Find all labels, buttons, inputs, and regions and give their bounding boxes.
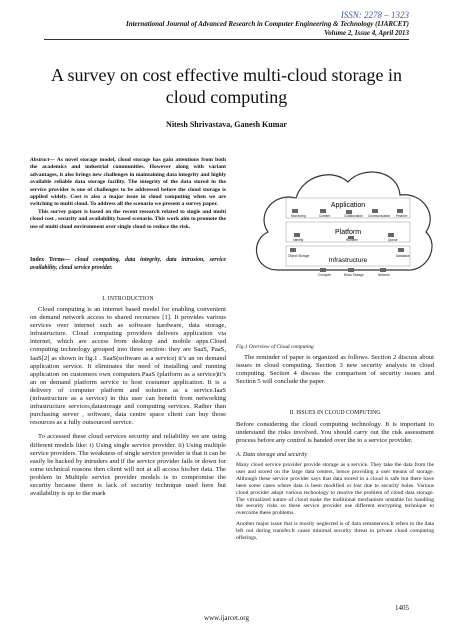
communication-icon bbox=[372, 209, 378, 213]
identity-icon bbox=[294, 233, 300, 237]
abstract-paragraph-1: As novel storage model, cloud storage has gain attentions from both the academics and industrial communities. However along with variant advantages, it also brings new challenges in maintaining data integrity and highly available reliable data storage facility. The integrity of the data stored in the service provider is one of challenges to be addressed before the cloud storage is applied widely. Cost is also a major issue in cloud computing when we are switching to multi cloud. To address all the scenario we present a survey paper. bbox=[30, 157, 226, 208]
item-object-storage: Object Storage bbox=[288, 254, 310, 258]
section-1-body bbox=[30, 306, 226, 498]
section-2-intro bbox=[236, 421, 434, 445]
title-line-1: A survey on cost effective multi-cloud storage in bbox=[50, 65, 403, 85]
volume-info: Volume 2, Issue 4, April 2013 bbox=[324, 29, 409, 37]
application-label: Application bbox=[330, 202, 366, 209]
paper-authors: Nitesh Shrivastava, Ganesh Kumar bbox=[166, 120, 287, 129]
figure-caption: Fig.1 Overview of Cloud computing bbox=[236, 344, 314, 350]
infrastructure-label: Infrastructure bbox=[328, 257, 368, 264]
platform-label: Platform bbox=[334, 229, 362, 236]
item-finance: Finance bbox=[396, 214, 408, 218]
organization-paragraph: The reminder of paper is organized as follows. Section 2 discuss about issues in cloud computing. Section 3 new security analysis in cloud computing. Section 4 discuss the comparison of security issues and Section 5 will conclude the paper. bbox=[236, 354, 434, 386]
abstract-paragraph-2: This survey paper is based on the recent research related to single and multi cloud cost , security and availability based scenario. This work aim to promote the use of multi cloud environment over single cloud to reduce the risk. bbox=[30, 208, 226, 230]
footer-url: www.ijarcet.org bbox=[204, 614, 249, 622]
section-2-paragraph-3: Another major issue that is mostly neglected is of data remanences.It refers to the data left out during transfer.It cause minimal security threat in private cloud computing offerings, bbox=[236, 521, 434, 542]
finance-icon bbox=[397, 209, 403, 213]
database-icon bbox=[398, 248, 404, 252]
journal-name: International Journal of Advanced Research in Computer Engineering & Technology (IJARCET) bbox=[125, 20, 409, 28]
title-line-2: cloud computing bbox=[165, 87, 288, 107]
paper-organization bbox=[236, 354, 434, 386]
header-rule bbox=[44, 39, 409, 40]
item-runtime: Runtime bbox=[346, 238, 358, 242]
section-2-paragraph-1: Before considering the cloud computing technology. It is important to understand the risks involved. You should carry out the risk assessment process before any control is handed over the to a service provider. bbox=[236, 421, 434, 445]
section-2-heading: II. ISSUES IN CLOUD COMPUTING bbox=[289, 410, 381, 416]
issn-label: ISSN: 2278 – 1323 bbox=[340, 10, 409, 20]
item-database: Database bbox=[396, 254, 410, 258]
item-compute: Compute bbox=[318, 273, 331, 277]
item-collaboration: Collaboration bbox=[344, 214, 363, 218]
item-content: Content bbox=[319, 214, 331, 218]
monitoring-icon bbox=[292, 209, 298, 213]
index-terms bbox=[30, 257, 226, 272]
content-icon bbox=[320, 209, 326, 213]
intro-paragraph-1: Cloud computing is an internet based model for enabling convenient on demand network access to shared recourses [1]. It provides various services over internet such as software hardware, data storage, infrastructure. Cloud computing providers delivers application via internet, which are access from desktop and mobile apps.Cloud computing technology grouped into three section: they are SaaS, PaaS, IaaS[2] as shown in fig.1 . SaaS(software as a service) it’s an on demand application service. It eliminates the need of installing and running application on customers own computers.PaaS (platform as a service)it’s an on demand platform service to host costumer application. It is a delivery of computer platform and solution as a service.IaaS (infrastructure as a service) in this user can benefit from networking infrastructure services,datastorage and computing services. Rather than purchasing server , software, data centre space client can buy those resources as a fully outsourced service. bbox=[30, 306, 226, 427]
subsection-heading: A. Data storage and security bbox=[236, 451, 308, 458]
item-monitoring: Monitoring bbox=[291, 214, 306, 218]
item-block-storage: Block Storage bbox=[344, 273, 364, 277]
section-2-body bbox=[236, 462, 434, 542]
abstract bbox=[30, 157, 226, 231]
item-communication: Communication bbox=[368, 214, 391, 218]
section-2-paragraph-2: Many cloud service provider provide storage as a service. They take the data from the user and stored on the large data centers, hence providing a user means of storage. Although these service provider says that data stored in a cloud is safe but there have been some cases where data is been modified or lost due to security holes. Various cloud provider adopt various technology to resolve the problem of cloud data storage. The virtualized nature of cloud make the traditional mechanism unstable for handling the security risks so these service provider use different encrypting technique to overcome these problems. bbox=[236, 462, 434, 517]
network-icon bbox=[380, 268, 386, 272]
item-network: Network bbox=[378, 273, 390, 277]
index-terms-text: cloud computing, data integrity, data intrusion, service availability, cloud service provider. bbox=[30, 257, 226, 271]
item-identity: Identity bbox=[293, 238, 304, 242]
cloud-overview-figure bbox=[248, 160, 438, 290]
object-storage-icon bbox=[290, 248, 296, 252]
abstract-label: Abstract— bbox=[30, 157, 55, 163]
compute-icon bbox=[320, 268, 326, 272]
index-terms-label: Index Terms— bbox=[30, 257, 76, 263]
intro-paragraph-2: To accessed these cloud services security and reliability we are using different models like: i) Using single service provider. ii) Using multiple service providers. The weakness of single service provider is that it can be easily be hacked by intruders and if the service provider fails or down for some technical reasons then client will not at all access his/her data. The problem in Multiple service provider models is to compromise the security because there is lack of security technique used here but availability is up to the mark bbox=[30, 433, 226, 498]
item-queue: Queue bbox=[388, 238, 398, 242]
section-1-heading: I. INTRODUCTION bbox=[102, 296, 154, 302]
block-storage-icon bbox=[348, 268, 354, 272]
paper-title bbox=[20, 64, 433, 108]
page-number: 1405 bbox=[395, 604, 409, 612]
queue-icon bbox=[388, 233, 394, 237]
